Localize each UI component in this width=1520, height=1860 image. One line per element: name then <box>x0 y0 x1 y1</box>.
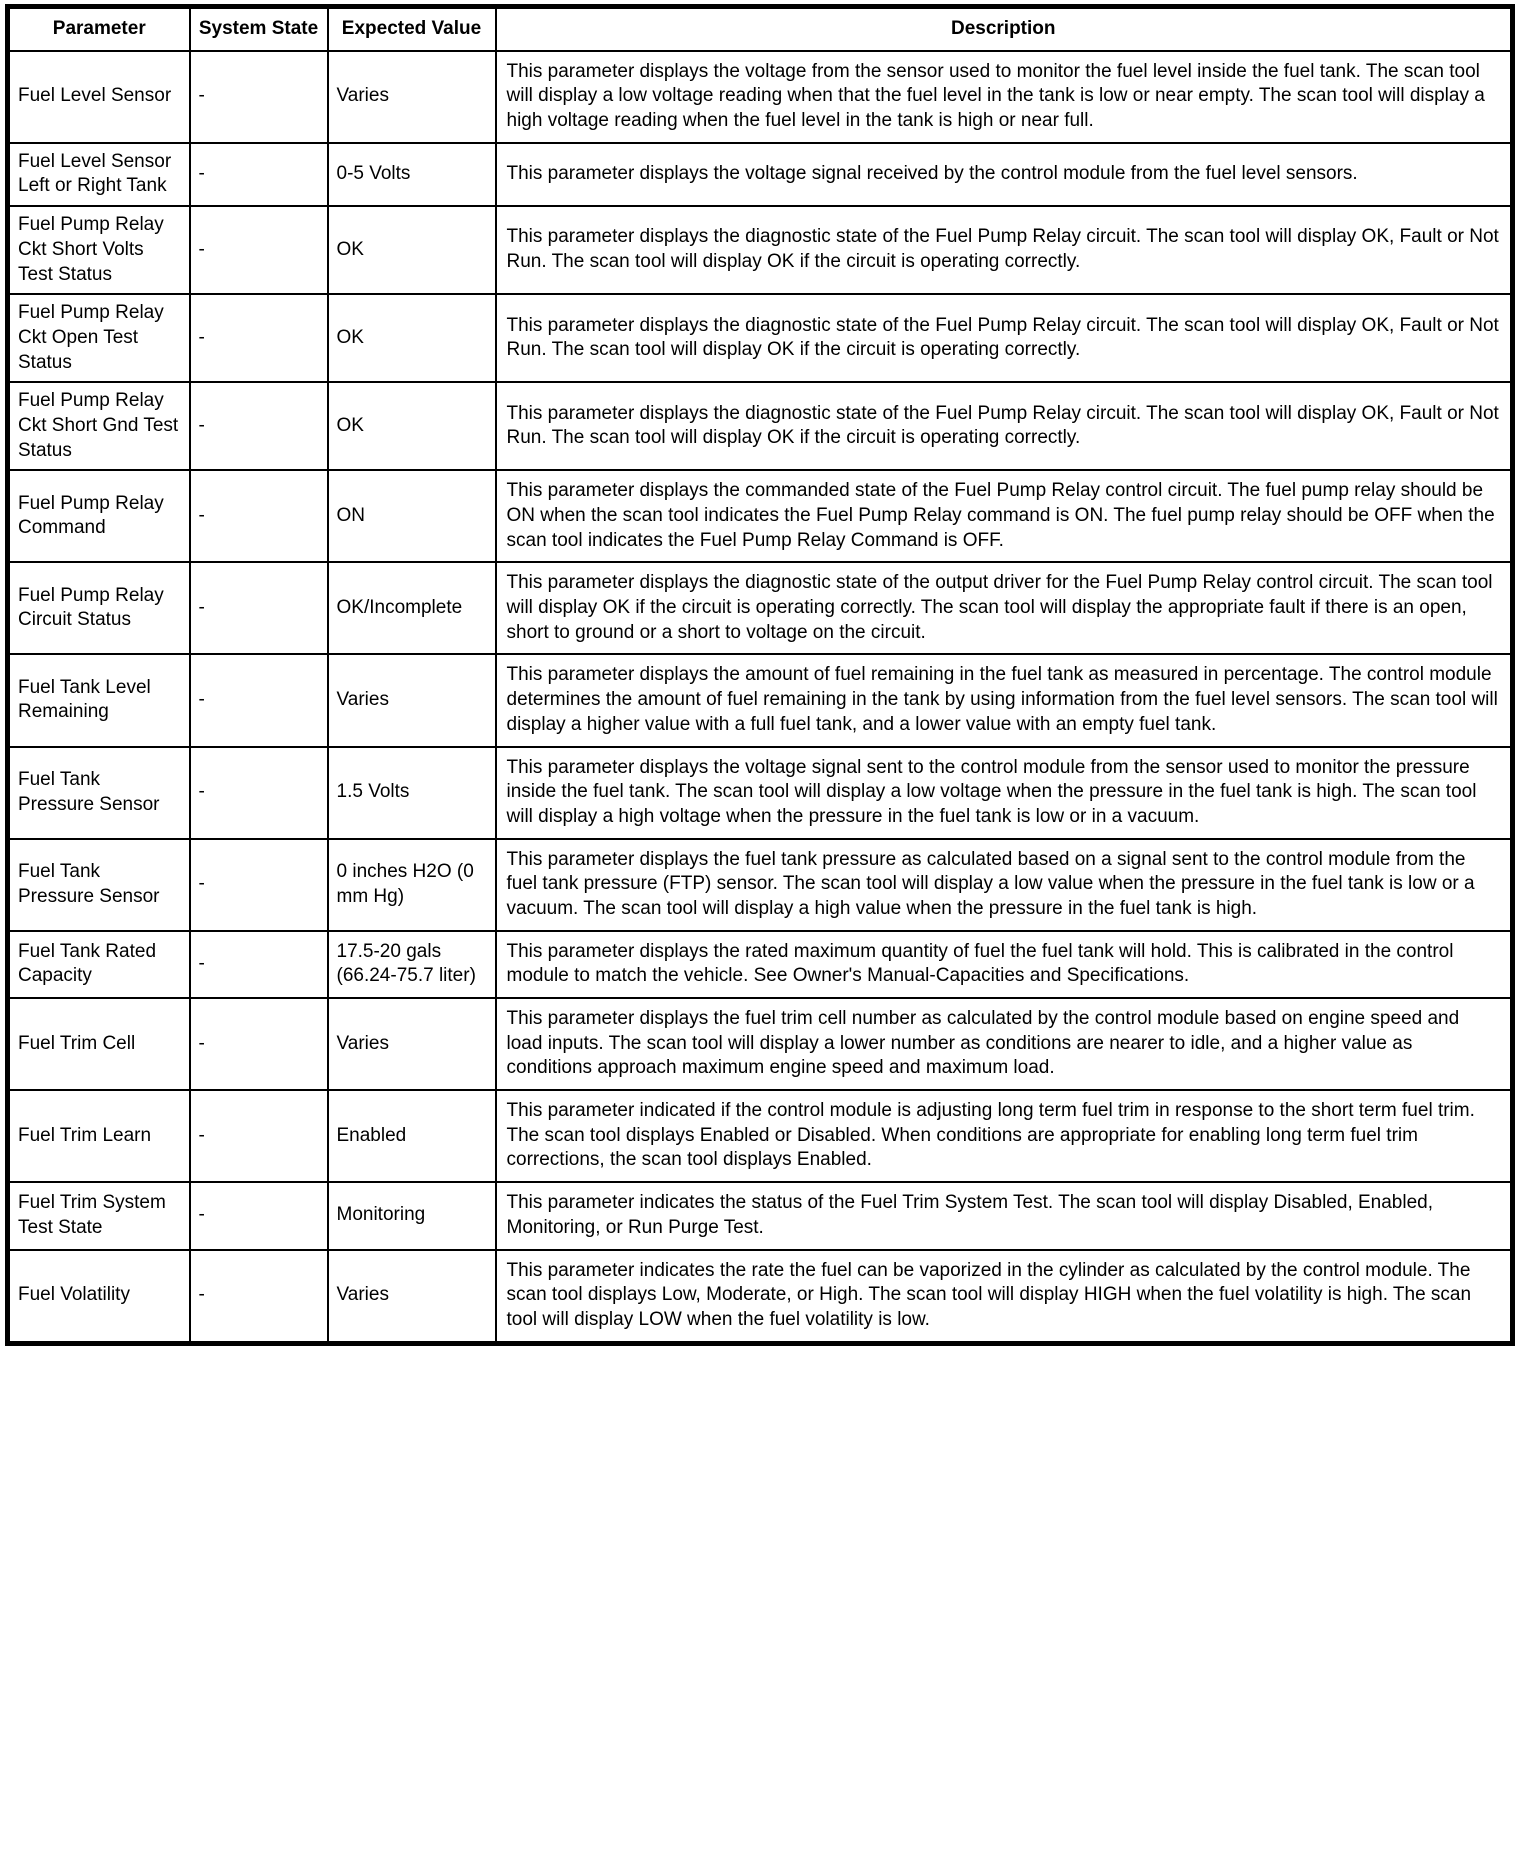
table-row <box>8 143 1513 206</box>
table-row <box>8 294 1513 382</box>
system-state-cell: - <box>190 562 328 654</box>
description-cell: This parameter displays the diagnostic state of the Fuel Pump Relay circuit. The scan tool will display OK, Fault or Not Run. The scan tool will display OK if the circuit is operating correctly. <box>496 382 1513 470</box>
expected-value-cell: OK/Incomplete <box>328 562 496 654</box>
expected-value-cell: Monitoring <box>328 1182 496 1249</box>
description-cell: This parameter indicates the rate the fuel can be vaporized in the cylinder as calculated by the control module. The scan tool displays Low, Moderate, or High. The scan tool will display HIGH when the fuel volatility is high. The scan tool will display LOW when the fuel volatility is low. <box>496 1250 1513 1344</box>
expected-value-cell: Varies <box>328 998 496 1090</box>
description-cell: This parameter displays the voltage signal received by the control module from the fuel level sensors. <box>496 143 1513 206</box>
description-cell: This parameter displays the rated maximum quantity of fuel the fuel tank will hold. This is calibrated in the control module to match the vehicle. See Owner's Manual-Capacities and Specifications. <box>496 931 1513 998</box>
expected-value-cell: 1.5 Volts <box>328 747 496 839</box>
parameter-cell: Fuel Tank Pressure Sensor <box>8 747 190 839</box>
description-cell: This parameter displays the fuel trim cell number as calculated by the control module based on engine speed and load inputs. The scan tool will display a lower number as conditions are nearer to idle, and a higher value as conditions approach maximum engine speed and maximum load. <box>496 998 1513 1090</box>
parameter-cell: Fuel Trim System Test State <box>8 1182 190 1249</box>
table-row <box>8 839 1513 931</box>
parameter-cell: Fuel Level Sensor <box>8 51 190 143</box>
system-state-cell: - <box>190 1182 328 1249</box>
system-state-cell: - <box>190 1090 328 1182</box>
parameter-cell: Fuel Pump Relay Ckt Short Volts Test Status <box>8 206 190 294</box>
parameter-cell: Fuel Pump Relay Command <box>8 470 190 562</box>
expected-value-cell: ON <box>328 470 496 562</box>
header-parameter: Parameter <box>8 7 190 51</box>
table-body <box>8 51 1513 1343</box>
description-cell: This parameter displays the voltage from the sensor used to monitor the fuel level inside the fuel tank. The scan tool will display a low voltage reading when that the fuel level in the tank is low or near empty. The scan tool will display a high voltage reading when the fuel level in the tank is high or near full. <box>496 51 1513 143</box>
description-cell: This parameter displays the diagnostic state of the Fuel Pump Relay circuit. The scan tool will display OK, Fault or Not Run. The scan tool will display OK if the circuit is operating correctly. <box>496 206 1513 294</box>
system-state-cell: - <box>190 998 328 1090</box>
parameter-cell: Fuel Tank Rated Capacity <box>8 931 190 998</box>
table-row <box>8 1090 1513 1182</box>
system-state-cell: - <box>190 747 328 839</box>
parameter-cell: Fuel Pump Relay Circuit Status <box>8 562 190 654</box>
parameter-cell: Fuel Tank Pressure Sensor <box>8 839 190 931</box>
expected-value-cell: 0-5 Volts <box>328 143 496 206</box>
header-description: Description <box>496 7 1513 51</box>
system-state-cell: - <box>190 143 328 206</box>
table-row <box>8 562 1513 654</box>
table-row <box>8 654 1513 746</box>
expected-value-cell: Varies <box>328 1250 496 1344</box>
system-state-cell: - <box>190 206 328 294</box>
expected-value-cell: Varies <box>328 51 496 143</box>
table-header <box>8 7 1513 51</box>
system-state-cell: - <box>190 51 328 143</box>
parameter-cell: Fuel Pump Relay Ckt Open Test Status <box>8 294 190 382</box>
expected-value-cell: 17.5-20 gals (66.24-75.7 liter) <box>328 931 496 998</box>
scan-tool-parameter-table <box>5 4 1515 1346</box>
description-cell: This parameter displays the commanded state of the Fuel Pump Relay control circuit. The fuel pump relay should be ON when the scan tool indicates the Fuel Pump Relay command is ON. The fuel pump relay should be OFF when the scan tool indicates the Fuel Pump Relay Command is OFF. <box>496 470 1513 562</box>
system-state-cell: - <box>190 382 328 470</box>
expected-value-cell: 0 inches H2O (0 mm Hg) <box>328 839 496 931</box>
description-cell: This parameter displays the diagnostic state of the output driver for the Fuel Pump Relay control circuit. The scan tool will display OK if the circuit is operating correctly. The scan tool will display the appropriate fault if there is an open, short to ground or a short to voltage on the circuit. <box>496 562 1513 654</box>
table-row <box>8 470 1513 562</box>
system-state-cell: - <box>190 294 328 382</box>
description-cell: This parameter displays the fuel tank pressure as calculated based on a signal sent to the control module from the fuel tank pressure (FTP) sensor. The scan tool will display a low value when the pressure in the fuel tank is low or a vacuum. The scan tool will display a high value when the pressure in the fuel tank is high. <box>496 839 1513 931</box>
table-row <box>8 998 1513 1090</box>
table-row <box>8 51 1513 143</box>
description-cell: This parameter displays the voltage signal sent to the control module from the sensor used to monitor the pressure inside the fuel tank. The scan tool will display a low voltage when the pressure in the fuel tank is high. The scan tool will display a high voltage when the pressure in the fuel tank is low or in a vacuum. <box>496 747 1513 839</box>
header-system-state: System State <box>190 7 328 51</box>
expected-value-cell: OK <box>328 206 496 294</box>
description-cell: This parameter displays the diagnostic state of the Fuel Pump Relay circuit. The scan tool will display OK, Fault or Not Run. The scan tool will display OK if the circuit is operating correctly. <box>496 294 1513 382</box>
header-expected-value: Expected Value <box>328 7 496 51</box>
parameter-cell: Fuel Trim Cell <box>8 998 190 1090</box>
table-row <box>8 747 1513 839</box>
system-state-cell: - <box>190 931 328 998</box>
description-cell: This parameter displays the amount of fuel remaining in the fuel tank as measured in percentage. The control module determines the amount of fuel remaining in the tank by using information from the fuel level sensors. The scan tool will display a higher value with a full fuel tank, and a lower value with an empty fuel tank. <box>496 654 1513 746</box>
system-state-cell: - <box>190 839 328 931</box>
system-state-cell: - <box>190 654 328 746</box>
table-row <box>8 1182 1513 1249</box>
table-row <box>8 382 1513 470</box>
parameter-cell: Fuel Pump Relay Ckt Short Gnd Test Status <box>8 382 190 470</box>
expected-value-cell: Enabled <box>328 1090 496 1182</box>
description-cell: This parameter indicates the status of the Fuel Trim System Test. The scan tool will display Disabled, Enabled, Monitoring, or Run Purge Test. <box>496 1182 1513 1249</box>
system-state-cell: - <box>190 1250 328 1344</box>
expected-value-cell: OK <box>328 294 496 382</box>
parameter-cell: Fuel Level Sensor Left or Right Tank <box>8 143 190 206</box>
header-row <box>8 7 1513 51</box>
table-row <box>8 931 1513 998</box>
expected-value-cell: Varies <box>328 654 496 746</box>
parameter-cell: Fuel Trim Learn <box>8 1090 190 1182</box>
parameter-cell: Fuel Tank Level Remaining <box>8 654 190 746</box>
table-row <box>8 206 1513 294</box>
parameter-cell: Fuel Volatility <box>8 1250 190 1344</box>
expected-value-cell: OK <box>328 382 496 470</box>
table-row <box>8 1250 1513 1344</box>
description-cell: This parameter indicated if the control module is adjusting long term fuel trim in response to the short term fuel trim. The scan tool displays Enabled or Disabled. When conditions are appropriate for enabling long term fuel trim corrections, the scan tool displays Enabled. <box>496 1090 1513 1182</box>
system-state-cell: - <box>190 470 328 562</box>
